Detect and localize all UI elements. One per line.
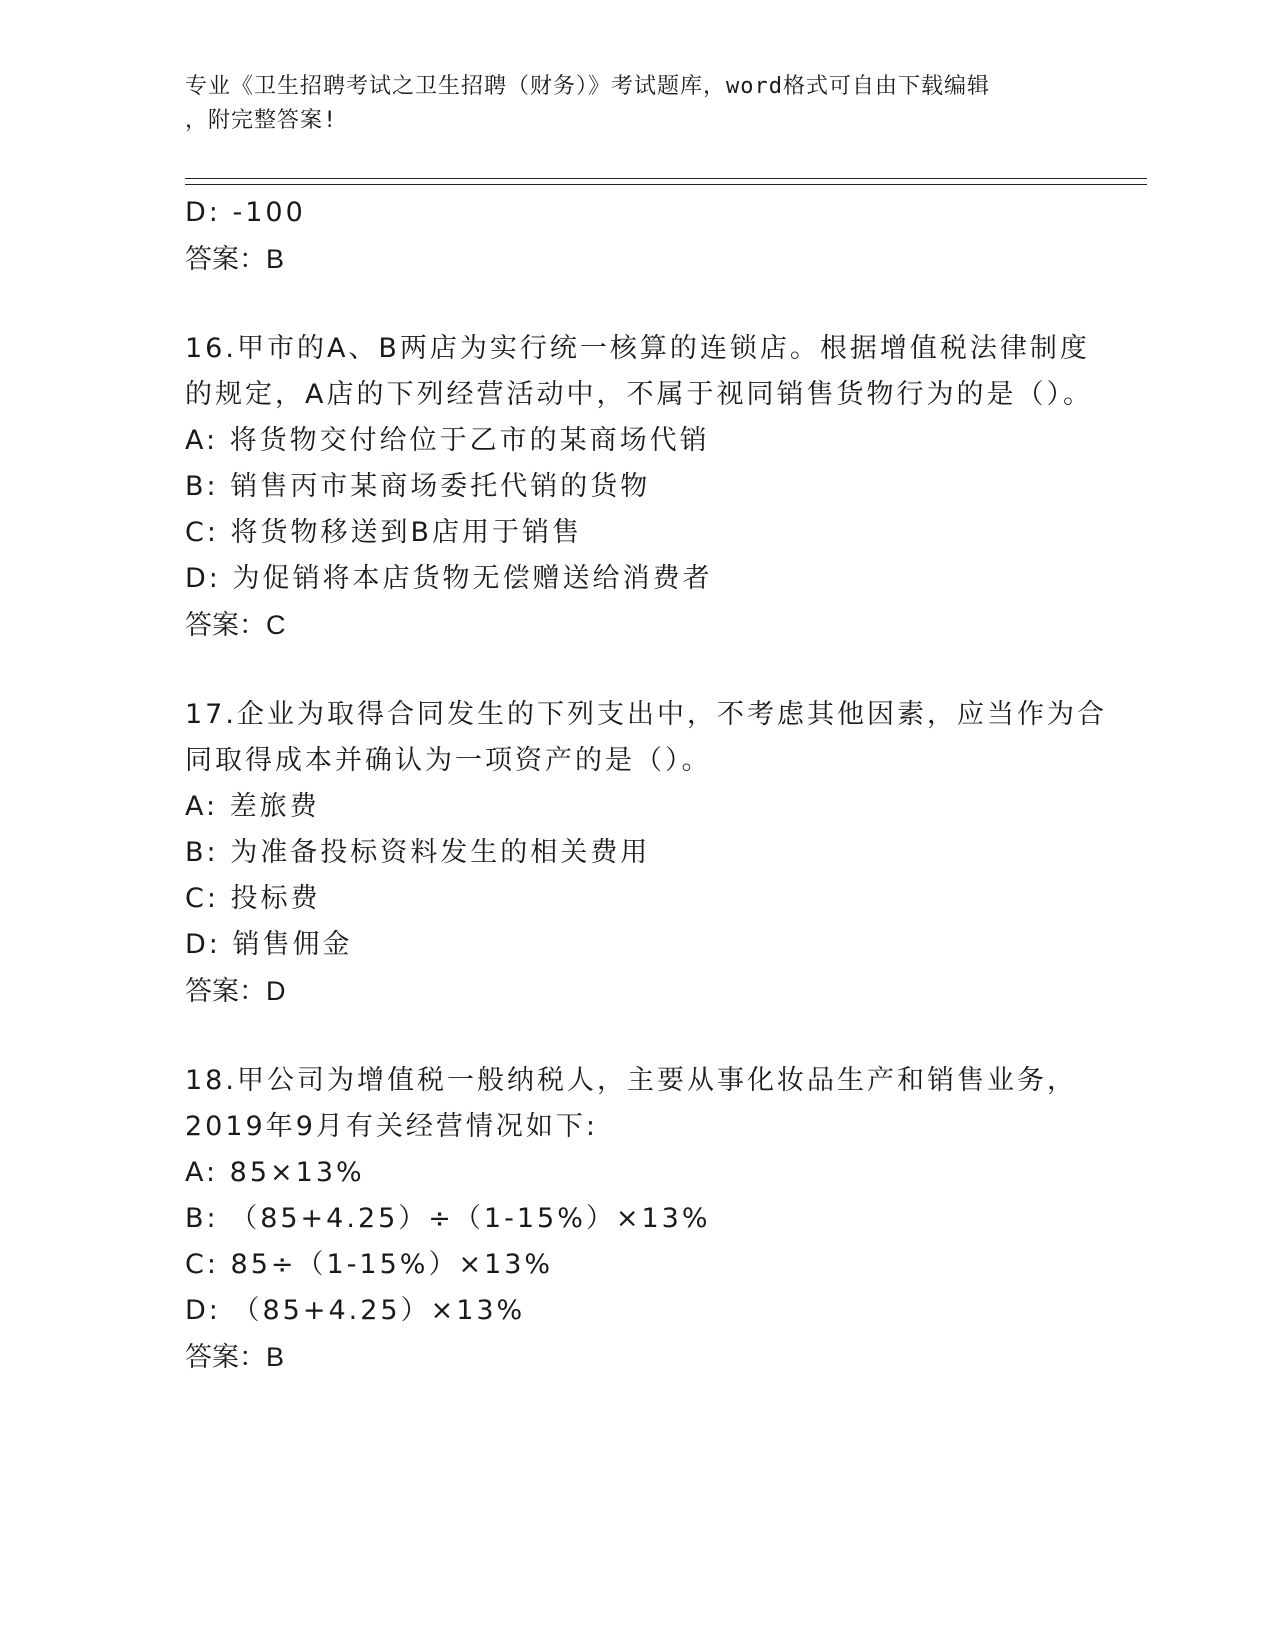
option-d: D: 为促销将本店货物无偿赠送给消费者 (185, 563, 713, 594)
option-d: D: -100 (185, 197, 306, 228)
option-b: B: （85+4.25）÷（1-15%）×13% (185, 1203, 711, 1234)
spacer (185, 282, 1105, 326)
option-b: B: 销售丙市某商场委托代销的货物 (185, 471, 651, 502)
header-line-2: ，附完整答案! (185, 108, 338, 133)
question-stem: 16.甲市的A、B两店为实行统一核算的连锁店。根据增值税法律制度 (185, 333, 1090, 364)
question-17 (185, 692, 1105, 1014)
spacer (185, 648, 1105, 692)
option-a: A: 85×13% (185, 1157, 365, 1188)
option-c: C: 投标费 (185, 883, 321, 914)
answer: 答案：D (185, 976, 286, 1006)
answer: 答案：C (185, 610, 286, 640)
option-a: A: 差旅费 (185, 791, 320, 822)
option-d: D: 销售佣金 (185, 929, 353, 960)
question-fragment (185, 190, 1105, 282)
option-c: C: 将货物移送到B店用于销售 (185, 517, 583, 548)
spacer (185, 1014, 1105, 1058)
question-stem: 的规定，A店的下列经营活动中，不属于视同销售货物行为的是（）。 (185, 379, 1093, 410)
header-divider-bottom (185, 184, 1147, 185)
question-stem: 18.甲公司为增值税一般纳税人，主要从事化妆品生产和销售业务， (185, 1065, 1077, 1096)
answer: 答案：B (185, 244, 285, 274)
option-d: D: （85+4.25）×13% (185, 1295, 526, 1326)
option-b: B: 为准备投标资料发生的相关费用 (185, 837, 651, 868)
question-stem: 同取得成本并确认为一项资产的是（）。 (185, 745, 712, 776)
question-stem: 17.企业为取得合同发生的下列支出中，不考虑其他因素，应当作为合 (185, 699, 1107, 730)
answer: 答案：B (185, 1342, 285, 1372)
option-a: A: 将货物交付给位于乙市的某商场代销 (185, 425, 710, 456)
header-line-1: 专业《卫生招聘考试之卫生招聘（财务）》考试题库，word格式可自由下载编辑 (185, 74, 990, 99)
question-16 (185, 326, 1105, 648)
question-content (185, 190, 1105, 1380)
document-header (185, 70, 1065, 138)
question-18 (185, 1058, 1105, 1380)
question-stem: 2019年9月有关经营情况如下: (185, 1111, 598, 1142)
option-c: C: 85÷（1-15%）×13% (185, 1249, 554, 1280)
header-divider-top (185, 178, 1147, 179)
